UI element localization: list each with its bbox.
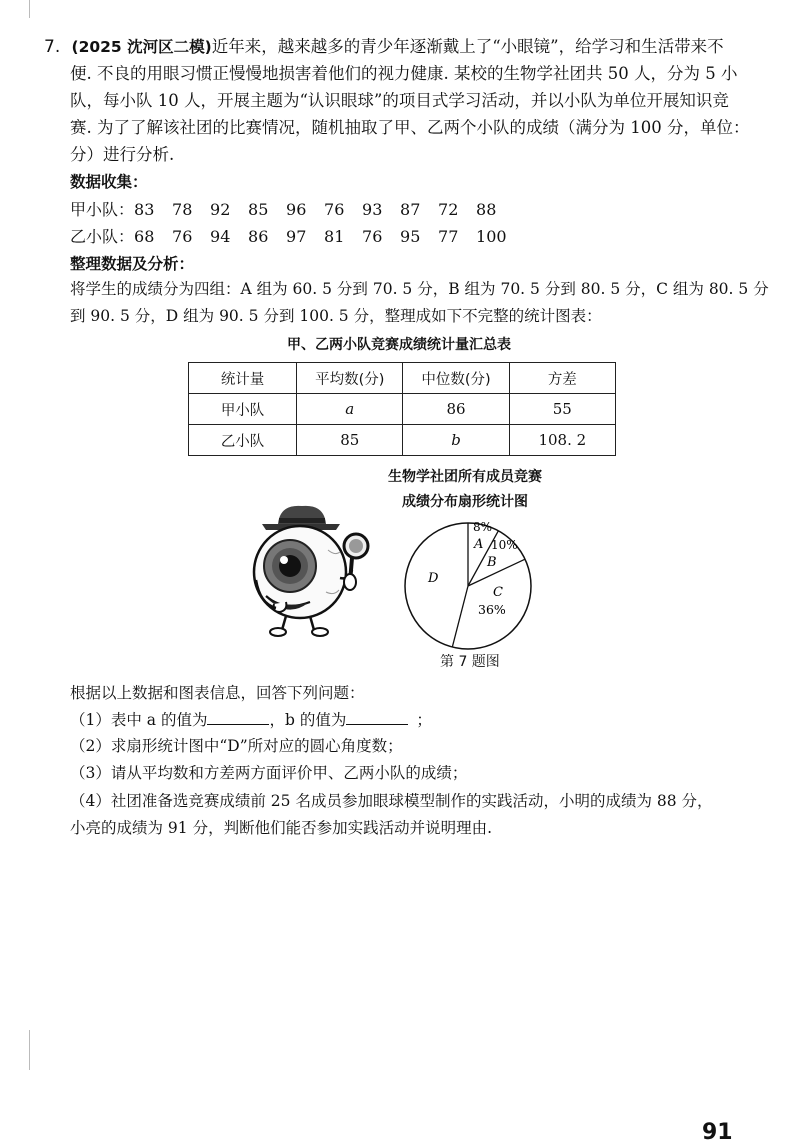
table-cell: 85 (297, 425, 403, 456)
scan-margin-line (29, 0, 30, 18)
score: 88 (476, 200, 497, 219)
score: 76 (362, 227, 383, 246)
score: 100 (476, 227, 507, 246)
score: 77 (438, 227, 459, 246)
team-a-label: 甲小队： (70, 200, 135, 219)
analysis-heading: 整理数据及分析： (70, 255, 195, 273)
answer-blank-b[interactable] (346, 706, 408, 725)
table-cell: 55 (509, 394, 615, 425)
score: 87 (400, 200, 421, 219)
pie-label-c: C (493, 585, 503, 600)
questions-lead: 根据以上数据和图表信息，回答下列问题： (70, 684, 365, 702)
problem-number: 7. (44, 37, 61, 57)
pie-label-b: B (487, 555, 497, 570)
table-header-row (189, 363, 616, 394)
intro-line: 近年来，越来越多的青少年逐渐戴上了“小眼镜”，给学习和生活带来不 (211, 37, 724, 56)
score: 94 (210, 227, 231, 246)
score: 96 (286, 200, 307, 219)
question-4-line: 小亮的成绩为 91 分，判断他们能否参加实践活动并说明理由. (70, 819, 493, 837)
score: 76 (324, 200, 345, 219)
question-2: （2）求扇形统计图中“D”所对应的圆心角度数； (70, 737, 403, 755)
scan-margin-line (29, 1030, 30, 1070)
score: 86 (248, 227, 269, 246)
question-1 (70, 706, 432, 734)
q1-end: ； (416, 711, 432, 729)
score: 83 (134, 200, 155, 219)
data-collection-heading: 数据收集： (70, 173, 148, 191)
figure-caption: 第 7 题图 (440, 654, 500, 670)
score: 93 (362, 200, 383, 219)
table-cell: 甲小队 (189, 394, 297, 425)
table-header-cell: 方差 (509, 363, 615, 394)
problem-source: (2025 沈河区二模) (71, 38, 212, 56)
pie-label-c-percent: 36% (478, 602, 506, 617)
grouping-line: 到 90. 5 分，D 组为 90. 5 分到 100. 5 分，整理成如下不完整的统计图表： (70, 307, 602, 325)
pie-label-a: A (474, 537, 484, 552)
intro-line: 分）进行分析. (70, 145, 175, 164)
table-cell: 86 (403, 394, 509, 425)
team-b-label: 乙小队： (70, 227, 135, 246)
score: 92 (210, 200, 231, 219)
q1-part-b: ，b 的值为 (269, 711, 347, 729)
score: 68 (134, 227, 155, 246)
score: 81 (324, 227, 345, 246)
table-header-cell: 统计量 (189, 363, 297, 394)
table-header-cell: 中位数(分) (403, 363, 509, 394)
score: 95 (400, 227, 421, 246)
team-a-scores-row (70, 197, 514, 220)
score: 72 (438, 200, 459, 219)
table-cell: a (297, 394, 403, 425)
table-row (189, 394, 616, 425)
table-cell: 108. 2 (509, 425, 615, 456)
q1-part-a: （1）表中 a 的值为 (70, 711, 208, 729)
table-row (189, 425, 616, 456)
intro-line: 便. 不良的用眼习惯正慢慢地损害着他们的视力健康. 某校的生物学社团共 50 人，分为 5 小 (70, 64, 738, 83)
pie-label-d: D (428, 571, 439, 586)
table-cell: b (403, 425, 509, 456)
table-caption: 甲、乙两小队竞赛成绩统计量汇总表 (287, 337, 511, 353)
score: 76 (172, 227, 193, 246)
team-b-scores-row (70, 224, 514, 247)
pie-label-b-percent: 10% (491, 538, 518, 552)
statistics-table (188, 362, 616, 456)
pie-label-a-percent: 8% (473, 520, 493, 534)
page-number: 91 (702, 1120, 733, 1145)
eyeball-cartoon-illustration (240, 500, 390, 640)
problem-first-line (44, 33, 724, 61)
question-4-line: （4）社团准备选竞赛成绩前 25 名成员参加眼球模型制作的实践活动，小明的成绩为 88 分， (70, 792, 713, 810)
intro-line: 赛. 为了了解该社团的比赛情况，随机抽取了甲、乙两个小队的成绩（满分为 100 分，单位： (70, 118, 750, 137)
intro-line: 队，每小队 10 人，开展主题为“认识眼球”的项目式学习活动，并以小队为单位开展知识竞 (70, 91, 729, 110)
table-cell: 乙小队 (189, 425, 297, 456)
score: 85 (248, 200, 269, 219)
chart-title: 生物学社团所有成员竞赛 (388, 469, 542, 485)
grouping-line: 将学生的成绩分为四组：A 组为 60. 5 分到 70. 5 分，B 组为 70. 5 分到 80. 5 分，C 组为 80. 5 分 (70, 280, 769, 298)
table-header-cell: 平均数(分) (297, 363, 403, 394)
score: 97 (286, 227, 307, 246)
question-3: （3）请从平均数和方差两方面评价甲、乙两小队的成绩； (70, 764, 468, 782)
chart-subtitle: 成绩分布扇形统计图 (402, 494, 528, 510)
answer-blank-a[interactable] (207, 706, 269, 725)
score: 78 (172, 200, 193, 219)
pie-chart (400, 510, 550, 650)
